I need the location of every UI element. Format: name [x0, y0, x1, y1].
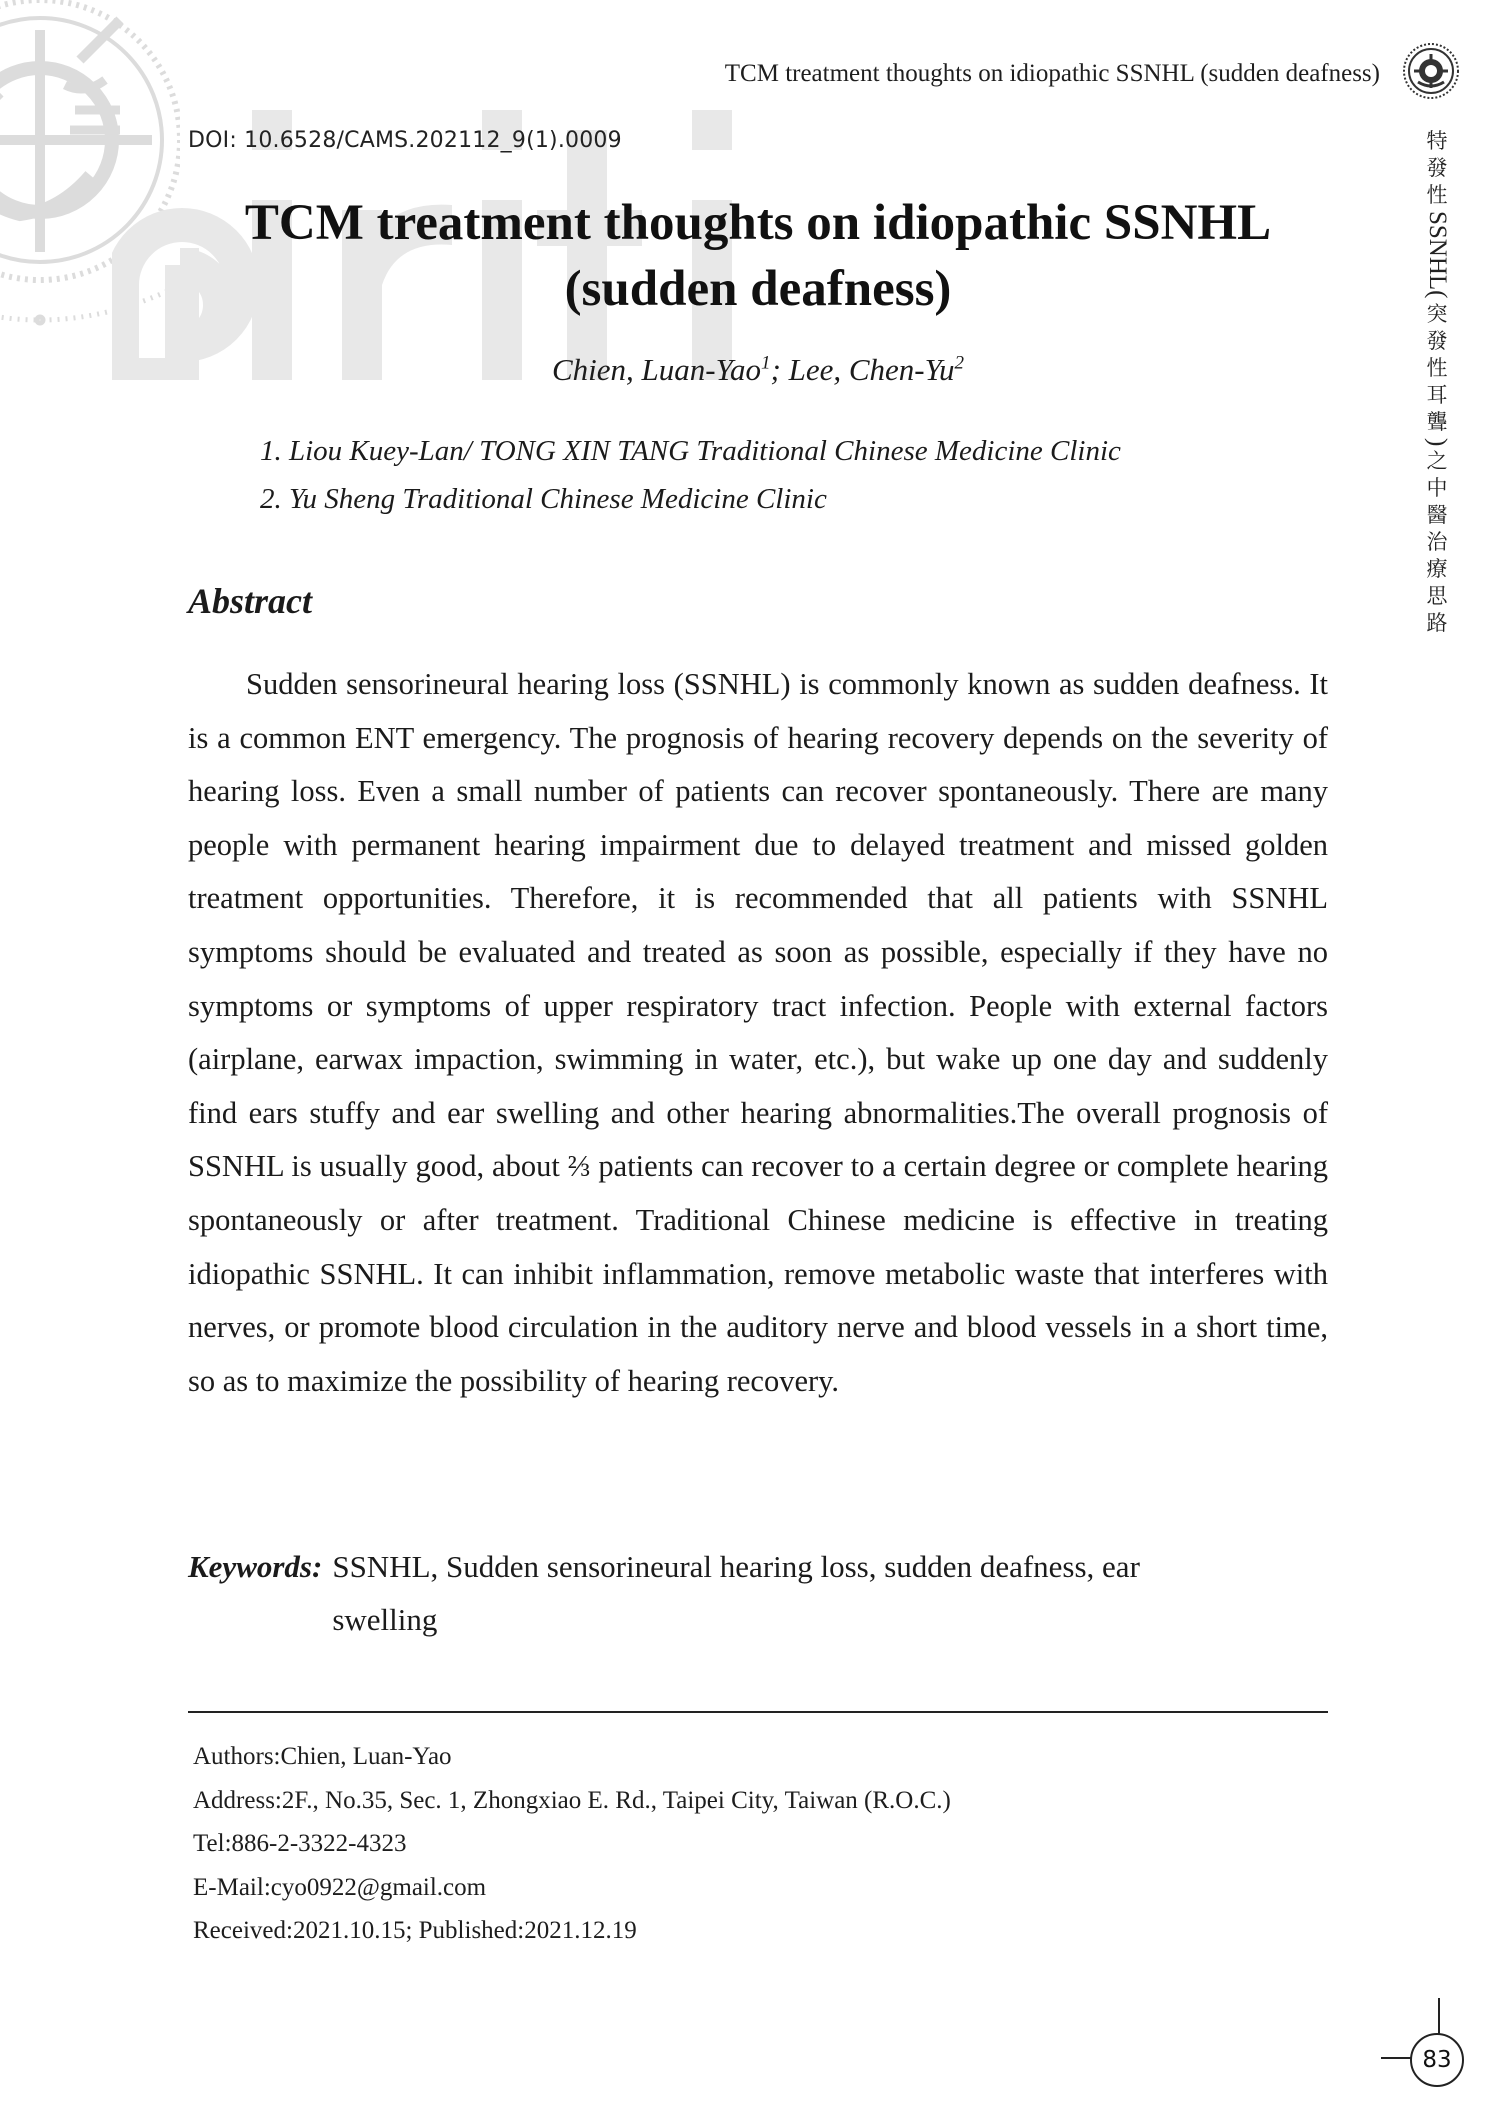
- footnote-dates: Received:2021.10.15; Published:2021.12.19: [193, 1917, 637, 1944]
- vertical-title-char: 之: [1426, 448, 1448, 473]
- title-line-1: TCM treatment thoughts on idiopathic SSNHL: [244, 195, 1272, 251]
- article-title: [188, 190, 1328, 322]
- keywords-section: [188, 1540, 1328, 1646]
- footnote-divider: [188, 1711, 1328, 1713]
- vertical-title-char: 特: [1426, 129, 1448, 153]
- title-line-2: (sudden deafness): [564, 261, 952, 317]
- author-name: Lee, Chen-Yu: [788, 352, 955, 387]
- running-header-title: TCM treatment thoughts on idiopathic SSNHL (sudden deafness): [724, 60, 1380, 87]
- page-number: 83: [1410, 2033, 1464, 2087]
- vertical-title-char: 思: [1426, 583, 1448, 608]
- vertical-title-char: 性: [1426, 355, 1448, 380]
- abstract-paragraph: Sudden sensorineural hearing loss (SSNHL) is commonly known as sudden deafness. It is a common ENT emergency. The prognosis of hearing recovery depends on the severity of hearing loss. Even a small number of patients can recover spontaneously. There are many people with permanent hearing impairment due to delayed treatment and missed golden treatment opportunities. Therefore, it is recommended that all patients with SSNHL symptoms should be evaluated and treated as soon as possible, especially if they have no symptoms or symptoms of upper respiratory tract infection. People with external factors (airplane, earwax impaction, swimming in water, etc.), but wake up one day and suddenly find ears stuffy and ear swelling and other hearing abnormalities.The overall prognosis of SSNHL is usually good, about ⅔ patients can recover to a certain degree or complete hearing spontaneously or after treatment. Traditional Chinese medicine is effective in treating idiopathic SSNHL. It can inhibit inflammation, remove metabolic waste that interferes with nerves, or promote blood circulation in the auditory nerve and blood vessels in a short time, so as to maximize the possibility of hearing recovery.: [188, 667, 1328, 1398]
- author-separator: ;: [770, 352, 789, 387]
- footnote-email[interactable]: E-Mail:cyo0922@gmail.com: [193, 1873, 487, 1901]
- vertical-title-paren: ): [1424, 437, 1451, 446]
- vertical-title-char: 發: [1426, 328, 1448, 353]
- vertical-title-char: 突: [1426, 301, 1448, 326]
- doi-identifier[interactable]: DOI: 10.6528/CAMS.202112_9(1).0009: [188, 128, 622, 153]
- vertical-title-char: 中: [1426, 475, 1448, 500]
- vertical-title-rotated: SSNHL(: [1424, 211, 1451, 299]
- footnote-tel: Tel:886-2-3322-4323: [193, 1830, 407, 1857]
- vertical-title-char: 性: [1426, 183, 1448, 207]
- vertical-title-char: 聾: [1426, 409, 1448, 434]
- author-line: [188, 352, 1328, 388]
- footnote-authors: Authors:Chien, Luan-Yao: [193, 1743, 452, 1770]
- keywords-label: Keywords:: [188, 1549, 323, 1584]
- journal-seal-logo: [1402, 42, 1460, 100]
- author-name: Chien, Luan-Yao: [551, 352, 761, 387]
- vertical-chinese-title: [1420, 128, 1454, 637]
- vertical-title-char: 療: [1426, 556, 1448, 581]
- vertical-title-char: 耳: [1426, 382, 1448, 407]
- vertical-title-char: 醫: [1426, 502, 1448, 527]
- page-number-rule-horizontal: [1381, 2057, 1411, 2059]
- affiliation-marker: 1: [761, 352, 771, 374]
- correspondence-footnote: [193, 1735, 951, 1953]
- keywords-list: SSNHL, Sudden sensorineural hearing loss, sudden deafness, ear swelling: [332, 1549, 1140, 1637]
- footnote-address: Address:2F., No.35, Sec. 1, Zhongxiao E. Rd., Taipei City, Taiwan (R.O.C.): [193, 1786, 951, 1814]
- vertical-title-char: 路: [1426, 610, 1448, 635]
- affiliation-item: 2. Yu Sheng Traditional Chinese Medicine Clinic: [260, 483, 827, 515]
- vertical-title-char: 治: [1426, 529, 1448, 554]
- affiliation-item: 1. Liou Kuey-Lan/ TONG XIN TANG Traditional Chinese Medicine Clinic: [260, 435, 1121, 467]
- vertical-title-char: 發: [1426, 156, 1448, 180]
- affiliation-list: [260, 427, 1360, 523]
- abstract-heading: Abstract: [188, 581, 313, 621]
- affiliation-marker: 2: [954, 352, 964, 374]
